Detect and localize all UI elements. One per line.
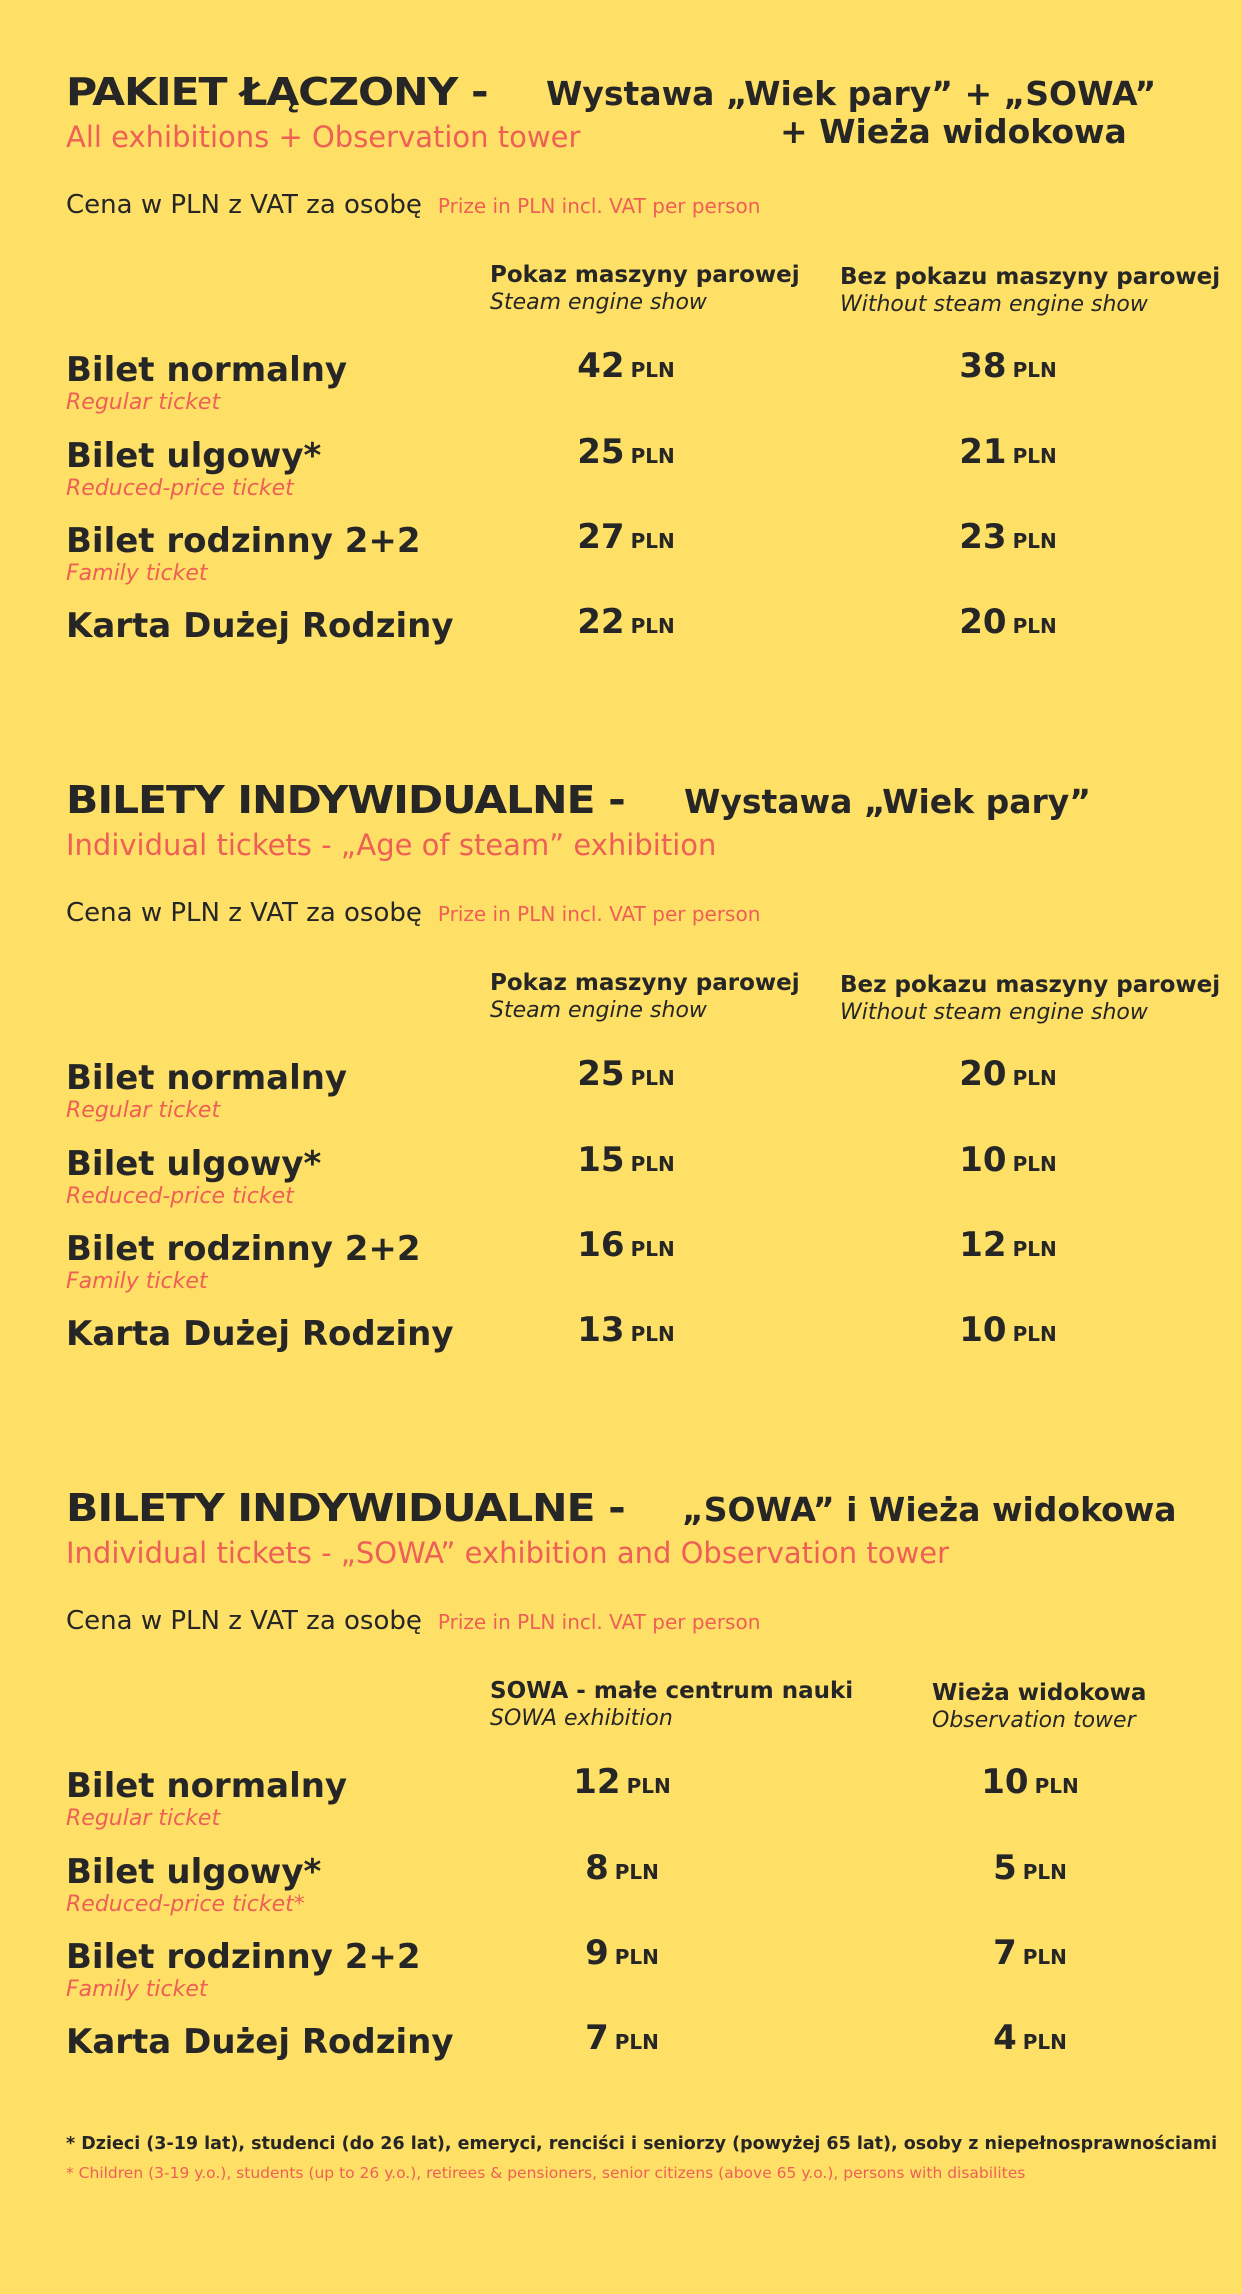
price-value: 10 PLN [981,1762,1079,1802]
ticket-label-large-family-card: Karta Dużej Rodziny [66,2022,454,2062]
footnote-pl: * Dzieci (3-19 lat), studenci (do 26 lat), emeryci, renciści i seniorzy (powyżej 65 lat), osoby z niepełnosprawnościami [66,2134,1218,2154]
price-value: 23 PLN [959,517,1057,557]
price-value: 12 PLN [959,1225,1057,1265]
price-value: 13 PLN [577,1310,675,1350]
ticket-label-reduced: Bilet ulgowy* Reduced-price ticket* [66,1852,322,1917]
section-title: BILETY INDYWIDUALNE - [66,1486,625,1530]
price-note: Cena w PLN z VAT za osobę Prize in PLN incl. VAT per person [66,1606,761,1636]
footnote [66,2134,1217,2182]
ticket-label-regular: Bilet normalny Regular ticket [66,1058,348,1123]
price-value: 21 PLN [959,432,1057,472]
price-value: 15 PLN [577,1140,675,1180]
price-value: 10 PLN [959,1310,1057,1350]
price-value: 7 PLN [993,1933,1067,1973]
ticket-label-regular: Bilet normalny Regular ticket [66,350,348,415]
price-value: 8 PLN [585,1848,659,1888]
price-value: 25 PLN [577,1054,675,1094]
section-title-sub: Wystawa „Wiek pary” + „SOWA” [546,74,1157,113]
section-subtitle-en: Individual tickets - „Age of steam” exhibition [66,828,717,862]
column-header-no-steam-show: Bez pokazu maszyny parowej Without steam engine show [840,972,1221,1025]
ticket-label-family: Bilet rodzinny 2+2 Family ticket [66,1229,421,1294]
price-value: 5 PLN [993,1848,1067,1888]
section-title: PAKIET ŁĄCZONY - [66,70,488,114]
price-value: 16 PLN [577,1225,675,1265]
price-value: 20 PLN [959,1054,1057,1094]
price-value: 25 PLN [577,432,675,472]
section-title-sub: „SOWA” i Wieża widokowa [682,1490,1177,1529]
ticket-label-reduced: Bilet ulgowy* Reduced-price ticket [66,1144,322,1209]
price-value: 9 PLN [585,1933,659,1973]
section-title-sub-line2: + Wieża widokowa [780,112,1127,151]
section-title-sub: Wystawa „Wiek pary” [684,782,1091,821]
price-value: 42 PLN [577,346,675,386]
ticket-label-family: Bilet rodzinny 2+2 Family ticket [66,521,421,586]
price-value: 10 PLN [959,1140,1057,1180]
price-value: 22 PLN [577,602,675,642]
price-value: 27 PLN [577,517,675,557]
price-value: 12 PLN [573,1762,671,1802]
price-value: 7 PLN [585,2018,659,2058]
column-header-steam-show: Pokaz maszyny parowej Steam engine show [490,970,800,1023]
section-title: BILETY INDYWIDUALNE - [66,778,625,822]
section-subtitle-en: Individual tickets - „SOWA” exhibition and Observation tower [66,1536,949,1570]
column-header-no-steam-show: Bez pokazu maszyny parowej Without steam engine show [840,264,1221,317]
price-value: 38 PLN [959,346,1057,386]
price-note: Cena w PLN z VAT za osobę Prize in PLN incl. VAT per person [66,190,761,220]
ticket-label-large-family-card: Karta Dużej Rodziny [66,1314,454,1354]
column-header-tower: Wieża widokowa Observation tower [932,1680,1147,1733]
section-subtitle-en: All exhibitions + Observation tower [66,120,581,154]
column-header-steam-show: Pokaz maszyny parowej Steam engine show [490,262,800,315]
ticket-label-regular: Bilet normalny Regular ticket [66,1766,348,1831]
ticket-label-large-family-card: Karta Dużej Rodziny [66,606,454,646]
ticket-label-reduced: Bilet ulgowy* Reduced-price ticket [66,436,322,501]
price-value: 4 PLN [993,2018,1067,2058]
price-value: 20 PLN [959,602,1057,642]
footnote-en: * Children (3-19 y.o.), students (up to 26 y.o.), retirees & pensioners, senior citizens (above 65 y.o.), persons with disabilites [66,2164,1026,2182]
price-note: Cena w PLN z VAT za osobę Prize in PLN incl. VAT per person [66,898,761,928]
column-header-sowa: SOWA - małe centrum nauki SOWA exhibition [490,1678,854,1731]
ticket-label-family: Bilet rodzinny 2+2 Family ticket [66,1937,421,2002]
